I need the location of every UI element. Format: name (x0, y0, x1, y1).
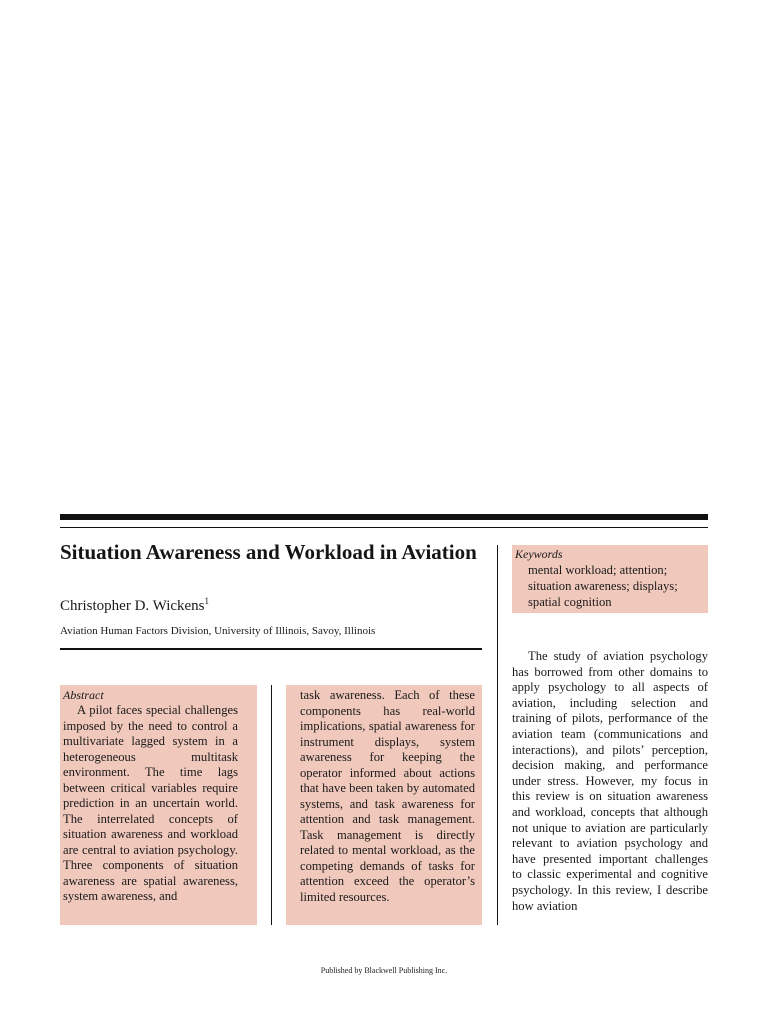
column-divider-right (497, 545, 498, 925)
author-line (60, 596, 209, 616)
author-footnote-marker: 1 (204, 596, 210, 606)
abstract-text-part2: task awareness. Each of these components has real-world implications, spatial awareness for instrument displays, system awareness for keeping the operator informed about actions that have been taken by automated systems, and task awareness for attention and task management. Task management is directly related to mental workload, as the competing demands of tasks for attention exceed the operator’s limited resources. (300, 688, 475, 904)
header-rule-thick (60, 514, 708, 520)
keywords-label: Keywords (515, 547, 563, 561)
header-rule-thin (60, 527, 708, 528)
author-affiliation: Aviation Human Factors Division, University of Illinois, Savoy, Illinois (60, 625, 376, 637)
column-divider-left (271, 685, 272, 925)
abstract-text-part1: A pilot faces special challenges imposed by the need to control a multivariate lagged system in a heterogeneous multitask environment. The time lags between critical variables require prediction in an uncertain world. The interrelated concepts of situation awareness and workload are central to aviation psychology. Three components of situation awareness are spatial awareness, system awareness, and (63, 703, 238, 903)
publisher-footer: Published by Blackwell Publishing Inc. (320, 966, 448, 975)
abstract-label: Abstract (63, 688, 104, 702)
author-name: Christopher D. Wickens (60, 598, 205, 614)
article-title: Situation Awareness and Workload in Aviation (60, 540, 477, 564)
keywords-list: mental workload; attention; situation awareness; displays; spatial cognition (528, 563, 678, 609)
title-block-rule (60, 648, 482, 650)
body-paragraph: The study of aviation psychology has borrowed from other domains to apply psychology to all aspects of aviation, including selection and training of pilots, performance of the aviation team (communications and interactions), and pilots’ perception, decision making, and performance under stress. However, my focus in this review is on situation awareness and workload, concepts that although not unique to aviation are particularly relevant to aviation psychology and have presented important challenges to classic experimental and cognitive psychology. In this review, I describe how aviation (512, 649, 708, 913)
